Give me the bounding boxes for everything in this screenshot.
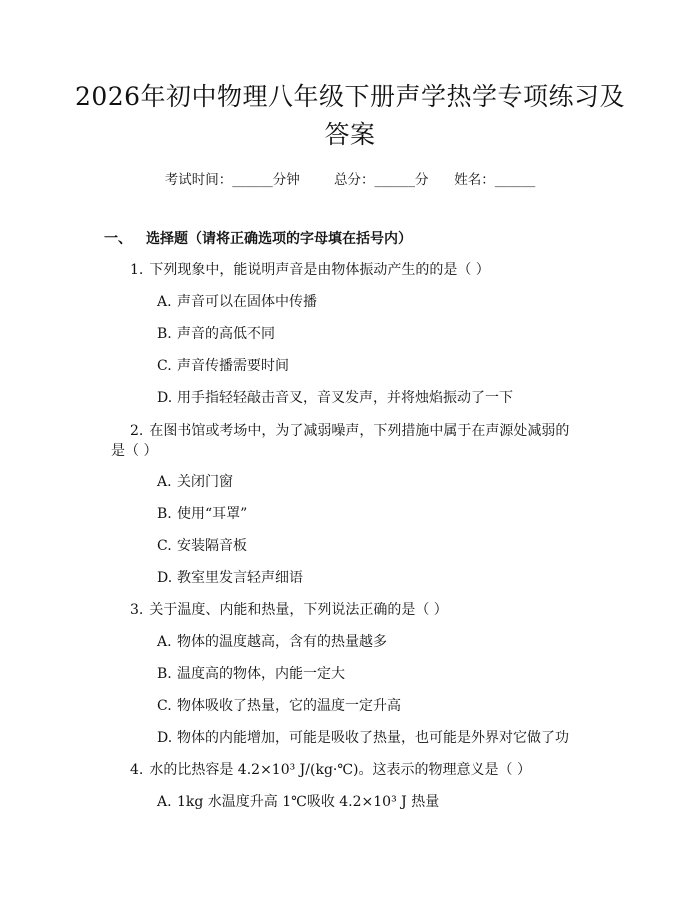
question-number: 2. [130, 423, 144, 439]
question-3 [130, 600, 600, 620]
name-blank: ______ [494, 172, 536, 188]
question-3-option-c [157, 696, 401, 716]
question-2-option-c [157, 536, 247, 556]
time-blank: ______ [232, 172, 273, 188]
option-key: A. [157, 294, 172, 310]
option-text: 安装隔音板 [177, 538, 247, 554]
option-text: 物体的温度越高，含有的热量越多 [177, 634, 387, 650]
option-key: D. [157, 730, 173, 746]
question-number: 4. [130, 762, 144, 778]
option-key: A. [157, 474, 172, 490]
option-text: 用手指轻轻敲击音叉，音叉发声，并将烛焰振动了一下 [177, 390, 513, 406]
option-text: 温度高的物体，内能一定大 [177, 666, 345, 682]
exam-meta-line [0, 168, 700, 188]
option-key: C. [157, 358, 172, 374]
time-unit: 分钟 [272, 172, 300, 188]
question-2-option-a [157, 472, 233, 492]
section-heading [104, 228, 412, 248]
section-title: 选择题（请将正确选项的字母填在括号内） [146, 231, 412, 247]
question-text: 水的比热容是 4.2×10³ J/(kg·℃)。这表示的物理意义是（ ） [149, 762, 531, 778]
question-3-option-d [157, 728, 569, 748]
question-1-option-d [157, 388, 513, 408]
option-text: 物体吸收了热量，它的温度一定升高 [177, 698, 401, 714]
score-label: 总分： [334, 172, 375, 188]
question-4-option-a [157, 792, 439, 812]
option-key: D. [157, 570, 173, 586]
question-3-option-a [157, 632, 387, 652]
option-text: 教室里发言轻声细语 [177, 570, 303, 586]
option-key: B. [157, 506, 172, 522]
option-text: 声音传播需要时间 [177, 358, 289, 374]
question-2-option-b [157, 504, 247, 524]
option-key: B. [157, 666, 172, 682]
option-text: 1kg 水温度升高 1℃吸收 4.2×10³ J 热量 [177, 794, 440, 810]
page-title: 2026年初中物理八年级下册声学热学专项练习及答案 [74, 82, 626, 149]
option-text: 声音可以在固体中传播 [177, 294, 317, 310]
question-2 [111, 421, 581, 461]
score-blank: ______ [374, 172, 416, 188]
question-1-option-a [157, 292, 317, 312]
option-key: D. [157, 390, 173, 406]
option-key: C. [157, 538, 172, 554]
question-1-option-c [157, 356, 289, 376]
question-3-option-b [157, 664, 345, 684]
time-label: 考试时间： [164, 172, 233, 188]
option-text: 物体的内能增加，可能是吸收了热量，也可能是外界对它做了功 [177, 730, 569, 746]
score-unit: 分 [415, 172, 429, 188]
question-1 [130, 260, 600, 280]
section-number: 一、 [104, 231, 132, 247]
question-text: 在图书馆或考场中，为了减弱噪声，下列措施中属于在声源处减弱的是（ ） [111, 423, 570, 459]
question-number: 3. [130, 602, 144, 618]
question-4 [130, 760, 600, 780]
option-text: 关闭门窗 [177, 474, 233, 490]
name-label: 姓名： [454, 172, 495, 188]
question-1-option-b [157, 324, 275, 344]
question-text: 关于温度、内能和热量，下列说法正确的是（ ） [149, 602, 448, 618]
option-key: B. [157, 326, 172, 342]
option-key: C. [157, 698, 172, 714]
option-text: 使用“耳罩” [177, 506, 248, 522]
question-text: 下列现象中，能说明声音是由物体振动产生的的是（ ） [149, 262, 490, 278]
question-2-option-d [157, 568, 303, 588]
question-number: 1. [130, 262, 144, 278]
option-text: 声音的高低不同 [177, 326, 275, 342]
option-key: A. [157, 634, 172, 650]
option-key: A. [157, 794, 172, 810]
